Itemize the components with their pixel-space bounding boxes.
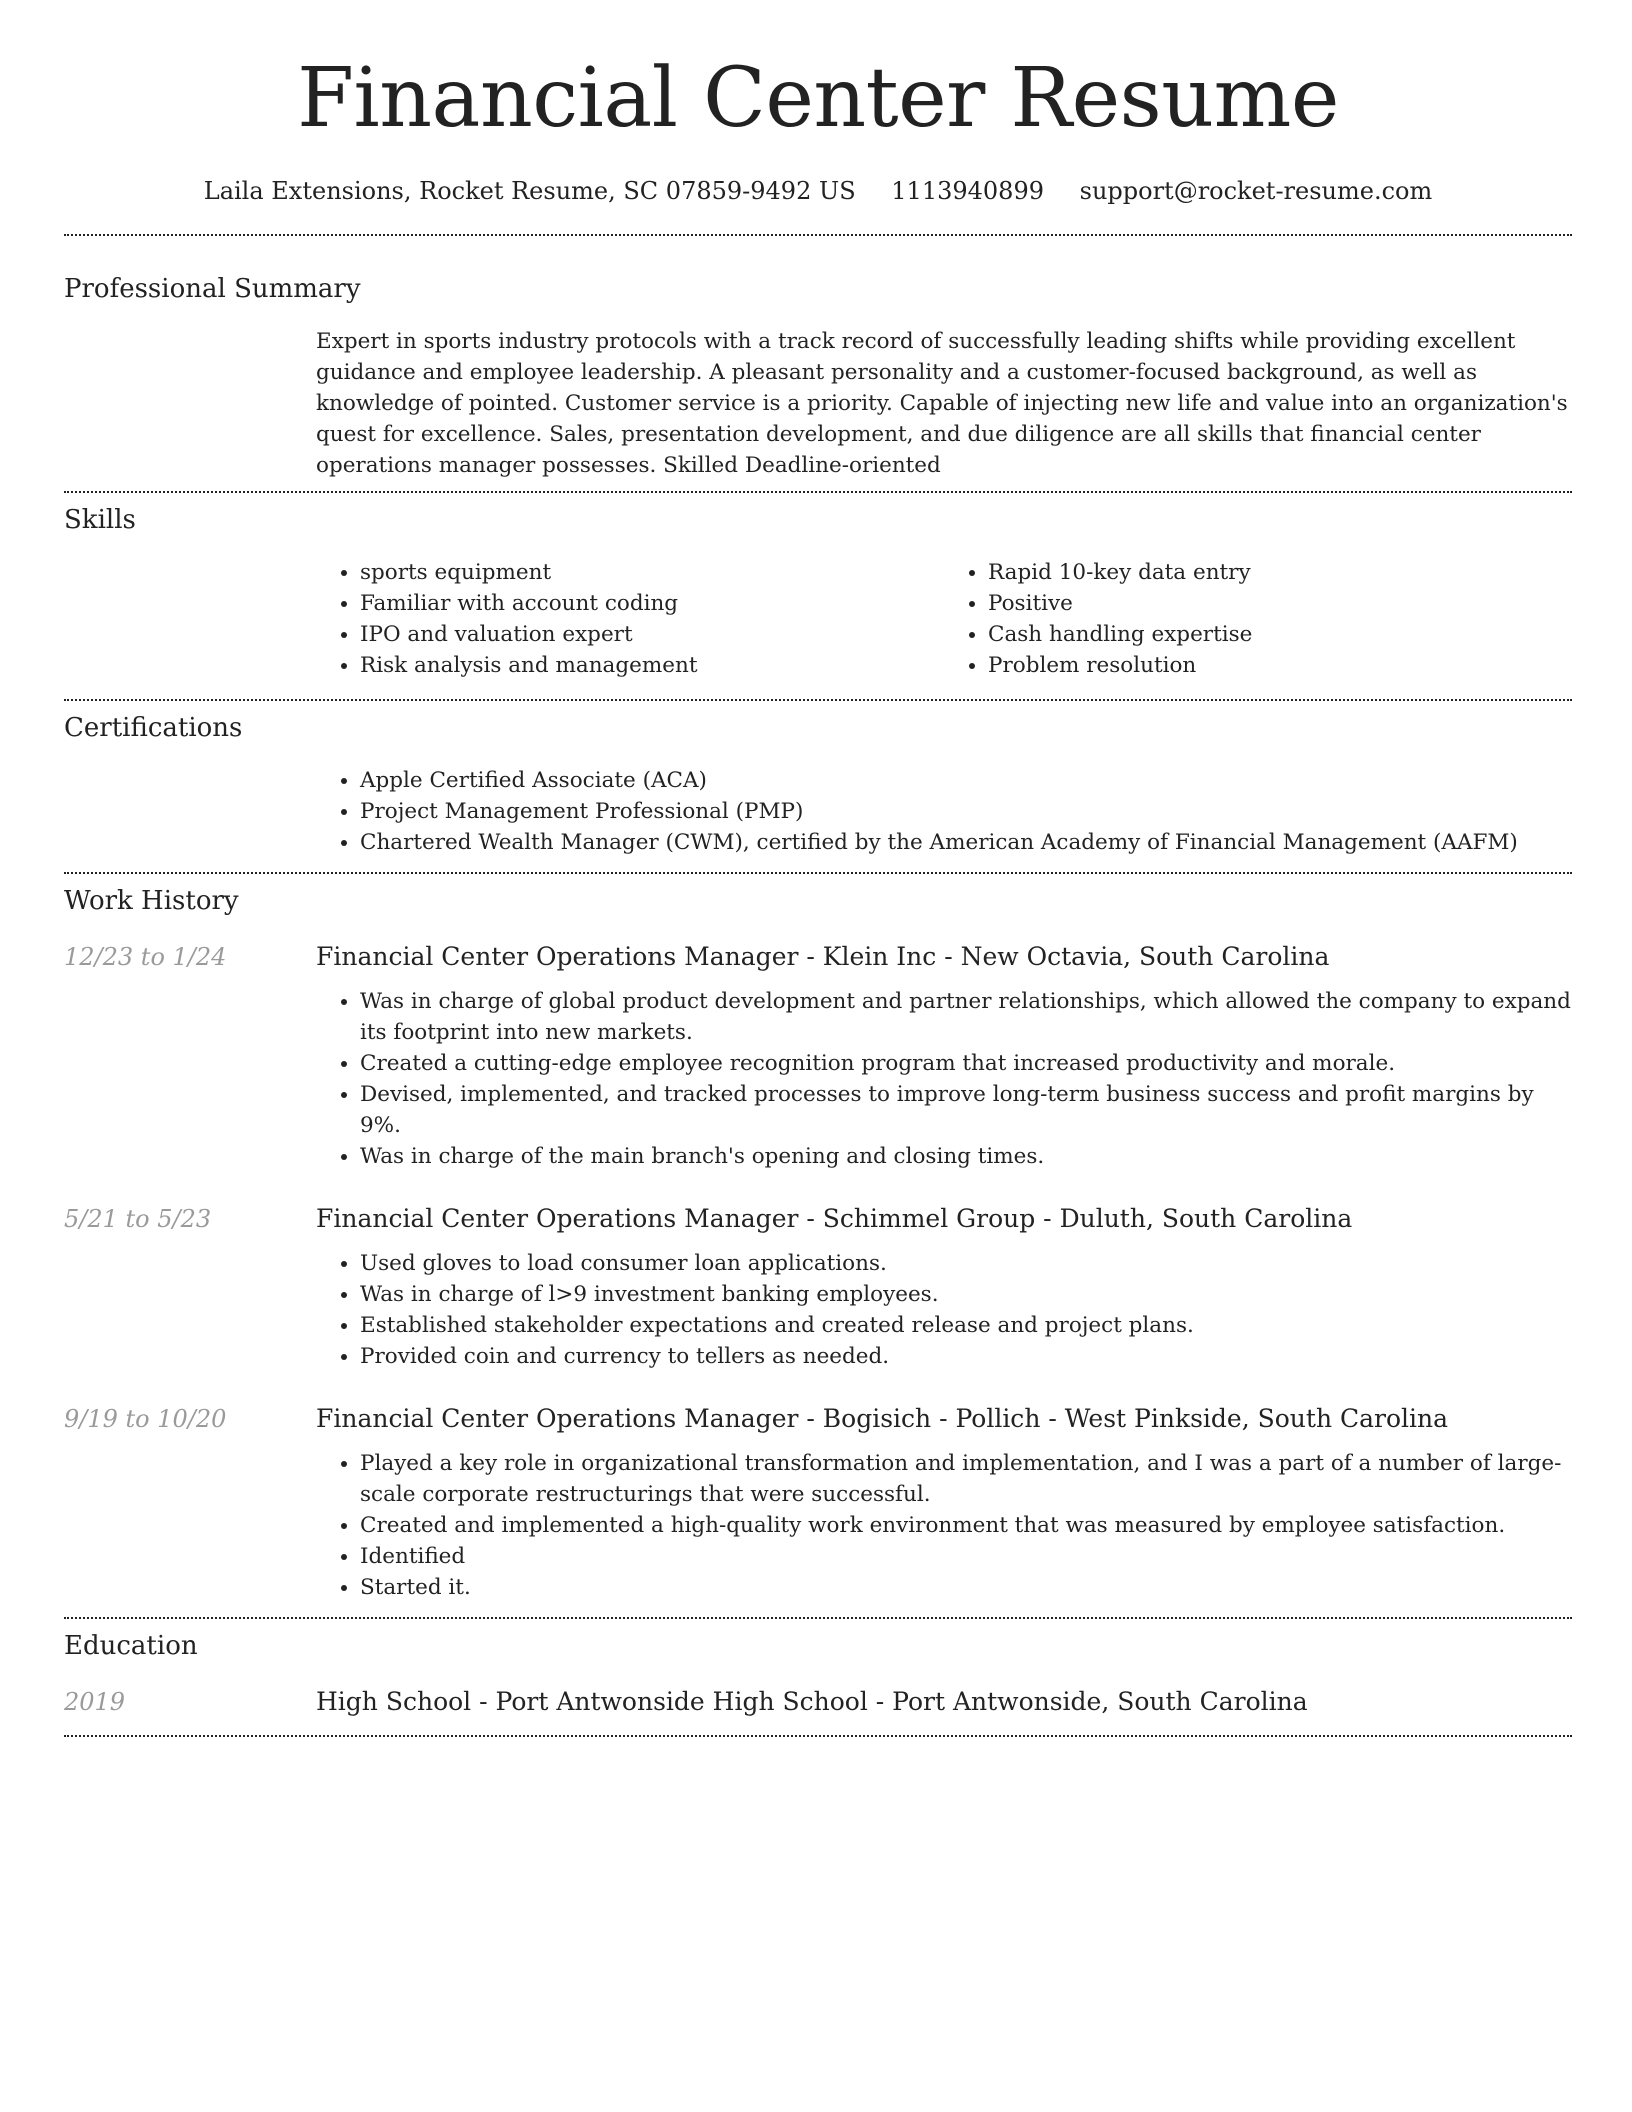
section-heading-work-history: Work History (64, 886, 239, 916)
section-heading-certifications: Certifications (64, 713, 243, 743)
job-bullet: • Started it. (360, 1572, 1572, 1603)
skill-item: • sports equipment (360, 557, 944, 588)
divider (64, 491, 1572, 493)
skill-item: • Problem resolution (988, 650, 1572, 681)
job-bullet: • Used gloves to load consumer loan applications. (360, 1248, 1572, 1279)
job-bullet: • Created and implemented a high-quality work environment that was measured by employee satisfaction. (360, 1510, 1572, 1541)
job-bullet: • Was in charge of global product development and partner relationships, which allowed the company to expand its footprint into new markets. (360, 986, 1572, 1048)
job-bullets (316, 1448, 1572, 1603)
job-bullet: • Devised, implemented, and tracked processes to improve long-term business success and profit margins by 9%. (360, 1079, 1572, 1141)
certification-item: • Apple Certified Associate (ACA) (360, 765, 1572, 796)
resume-page (64, 0, 1572, 1737)
divider (64, 699, 1572, 701)
job-dates: 5/21 to 5/23 (64, 1205, 212, 1233)
job-bullet: • Was in charge of l>9 investment banking employees. (360, 1279, 1572, 1310)
skills-column-left (316, 557, 944, 681)
summary-text: Expert in sports industry protocols with a track record of successfully leading shifts while providing excellent guidance and employee leadership. A pleasant personality and a customer-focused background, as well as knowledge of pointed. Customer service is a priority. Capable of injecting new life and value into an organization's quest for excellence. Sales, presentation development, and due diligence are all skills that financial center operations manager possesses. Skilled Deadline-oriented (316, 329, 1568, 478)
education-title: High School - Port Antwonside High School - Port Antwonside, South Carolina (316, 1687, 1308, 1716)
contact-line (64, 174, 1572, 208)
skill-item: • Cash handling expertise (988, 619, 1572, 650)
section-heading-skills: Skills (64, 505, 136, 535)
job-title: Financial Center Operations Manager - Schimmel Group - Duluth, South Carolina (316, 1204, 1353, 1233)
job-bullet: • Identified (360, 1541, 1572, 1572)
contact-phone: 1113940899 (891, 177, 1044, 205)
job-entry (64, 1402, 1572, 1603)
skill-item: • IPO and valuation expert (360, 619, 944, 650)
job-dates: 9/19 to 10/20 (64, 1405, 227, 1433)
resume-title: Financial Center Resume (297, 51, 1339, 146)
section-heading-education: Education (64, 1631, 198, 1661)
job-bullets (316, 986, 1572, 1172)
job-bullet: • Created a cutting-edge employee recognition program that increased productivity and morale. (360, 1048, 1572, 1079)
divider (64, 872, 1572, 874)
certification-item: • Project Management Professional (PMP) (360, 796, 1572, 827)
divider (64, 234, 1572, 236)
job-bullet: • Played a key role in organizational transformation and implementation, and I was a part of a number of large-scale corporate restructurings that were successful. (360, 1448, 1572, 1510)
skill-item: • Rapid 10-key data entry (988, 557, 1572, 588)
skill-item: • Positive (988, 588, 1572, 619)
job-bullet: • Established stakeholder expectations and created release and project plans. (360, 1310, 1572, 1341)
job-bullets (316, 1248, 1572, 1372)
job-title: Financial Center Operations Manager - Bogisich - Pollich - West Pinkside, South Carolina (316, 1404, 1449, 1433)
certification-item: • Chartered Wealth Manager (CWM), certified by the American Academy of Financial Management (AAFM) (360, 827, 1572, 858)
certifications-list (316, 765, 1572, 858)
education-entry (64, 1685, 1572, 1719)
contact-email: support@rocket-resume.com (1079, 177, 1433, 205)
skill-item: • Risk analysis and management (360, 650, 944, 681)
job-title: Financial Center Operations Manager - Klein Inc - New Octavia, South Carolina (316, 942, 1330, 971)
divider (64, 1735, 1572, 1737)
contact-address: Laila Extensions, Rocket Resume, SC 07859-9492 US (203, 177, 856, 205)
skills-list (316, 557, 1572, 681)
skills-column-right (944, 557, 1572, 681)
education-year: 2019 (64, 1688, 126, 1716)
section-heading-summary: Professional Summary (64, 274, 361, 304)
job-entry (64, 1202, 1572, 1372)
job-bullet: • Was in charge of the main branch's opening and closing times. (360, 1141, 1572, 1172)
job-entry (64, 940, 1572, 1172)
job-dates: 12/23 to 1/24 (64, 943, 227, 971)
skill-item: • Familiar with account coding (360, 588, 944, 619)
divider (64, 1617, 1572, 1619)
job-bullet: • Provided coin and currency to tellers as needed. (360, 1341, 1572, 1372)
